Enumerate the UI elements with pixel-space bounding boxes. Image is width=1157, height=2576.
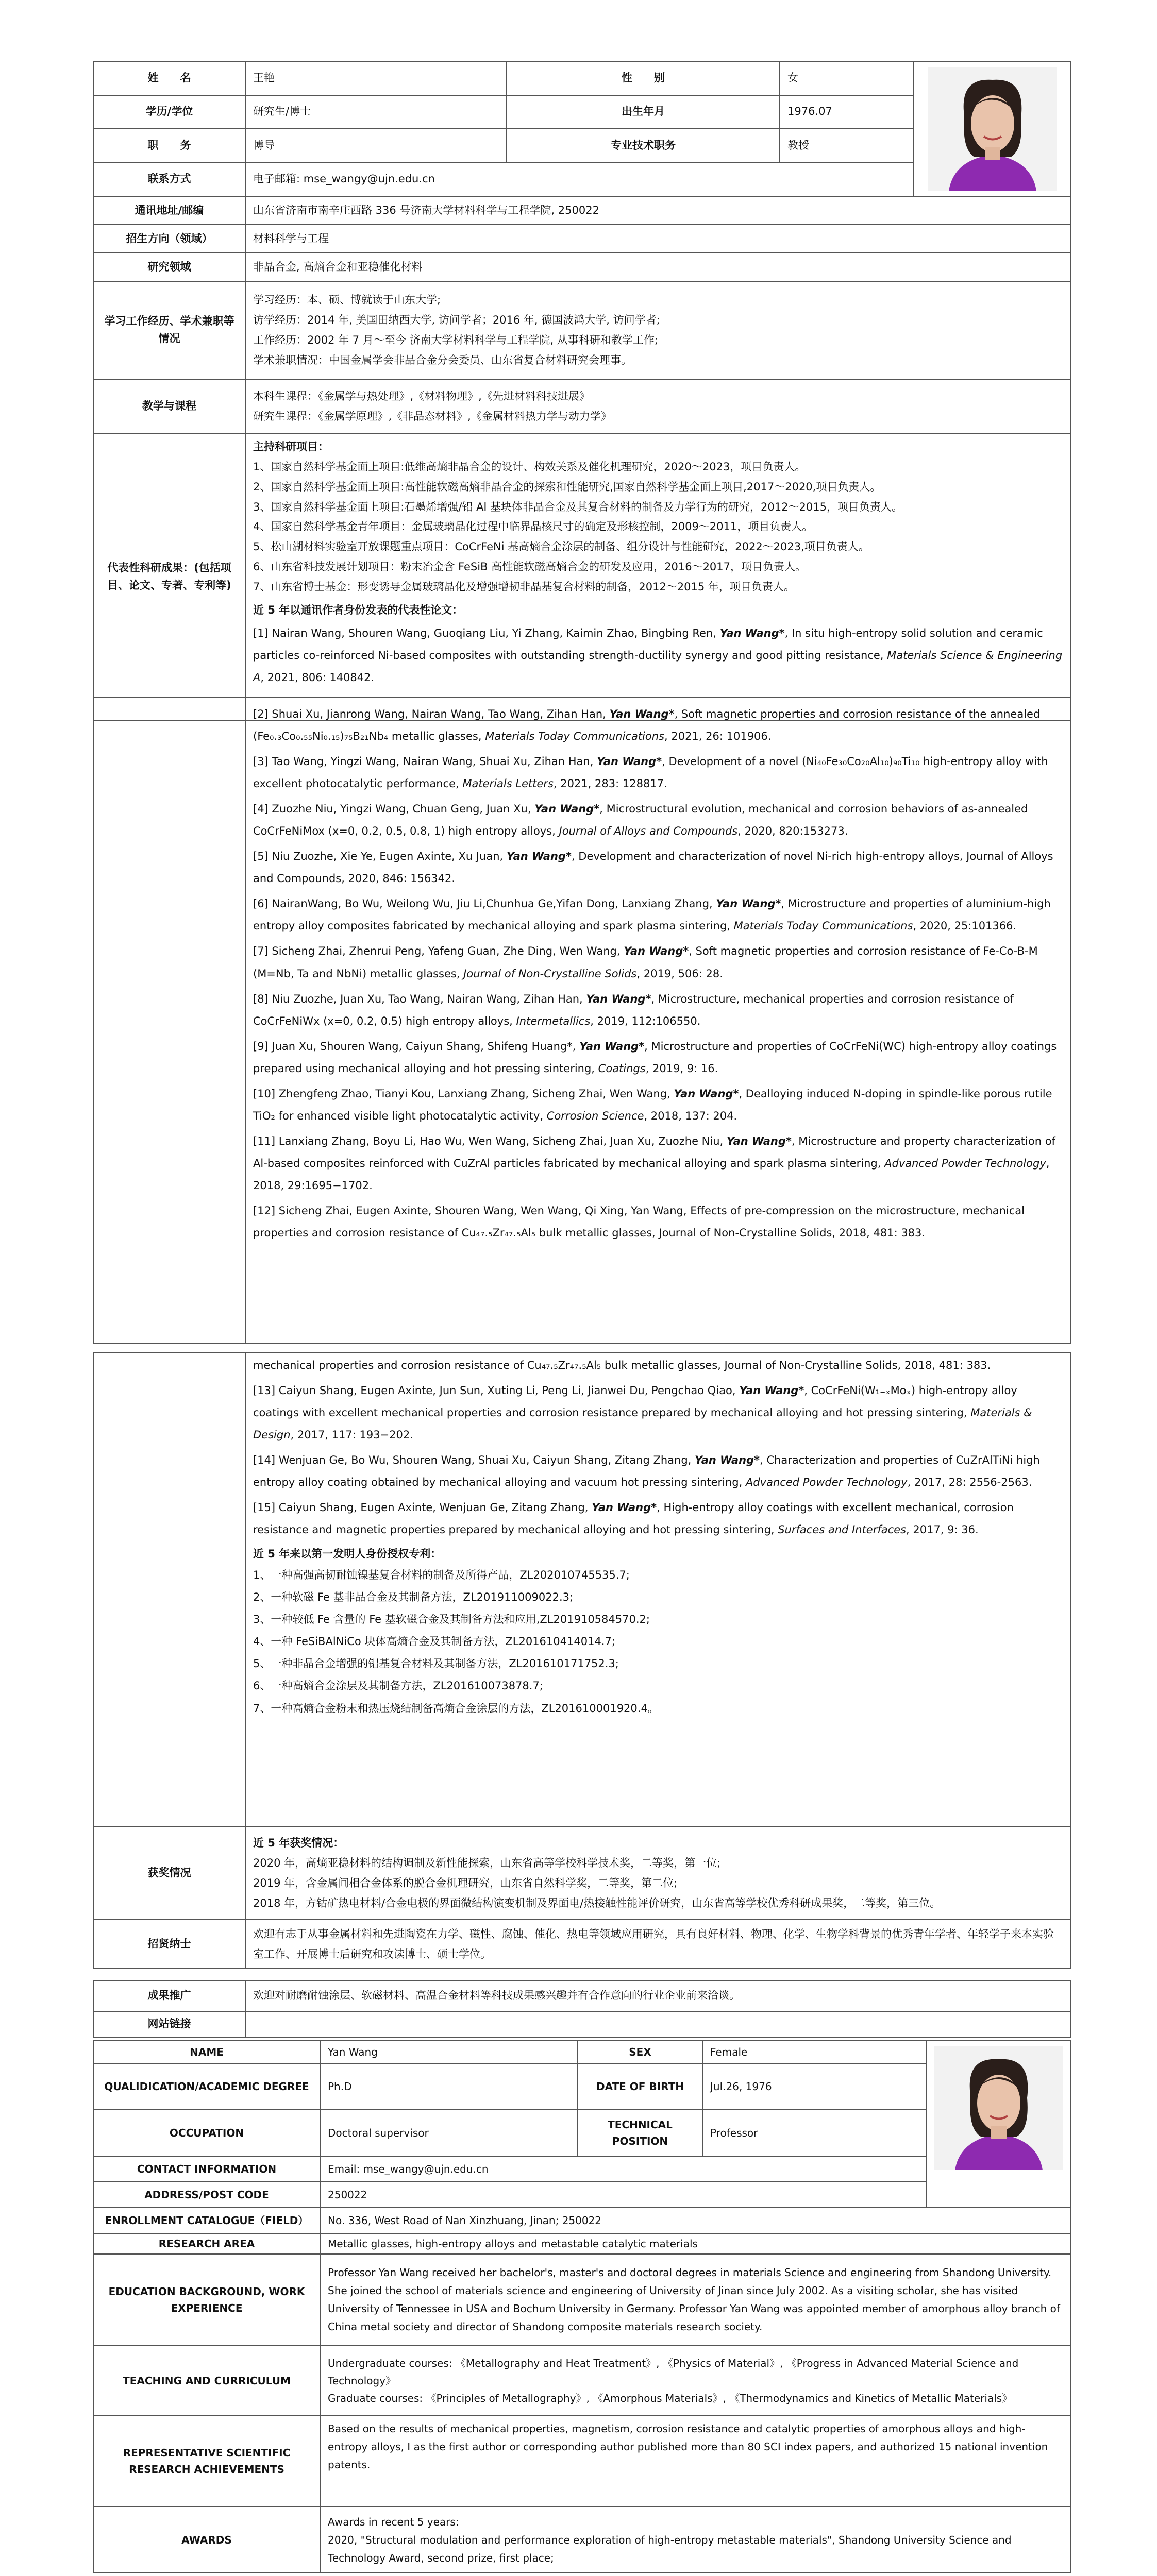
paper-journal: Materials Today Communications	[485, 730, 664, 743]
paper-title: , Microstructure and properties of CoCrFeNi(WC) high-entropy alloy coatings prepared using mechanical alloying and hot pressing sintering,	[253, 1040, 1057, 1075]
title-label: 专业技术职务	[507, 129, 780, 163]
teaching-item: 研究生课程：《金属学原理》,《非晶态材料》,《金属材料热力学与动力学》	[253, 410, 612, 422]
paper-citation: , 2021, 806: 140842.	[260, 671, 375, 684]
en-profile-table-1	[93, 2040, 1070, 2573]
paper-title: , Microstructural evolution, mechanical and corrosion behaviors of as-annealed CoCrFeNiMox (x=0, 0.2, 0.5, 0.8, 1) high entropy alloys,	[253, 803, 1028, 838]
en-achievements-value: Based on the results of mechanical properties, magnetism, corrosion resistance and catalytic properties of amorphous alloys and high-entropy alloys, I as the first author or corresponding author published more than 80 SCI index papers, and authorized 15 national invention patents.	[320, 2415, 1071, 2507]
en-address-label: ADDRESS/POST CODE	[93, 2182, 320, 2208]
contact-value[interactable]: 电子邮箱: mse_wangy@ujn.edu.cn	[245, 163, 914, 197]
gender-value: 女	[780, 61, 914, 95]
paper-title: , Microstructure and properties of aluminium-high entropy alloy composites fabricated by mechanical alloying and spark plasma sintering,	[253, 897, 1051, 933]
paper-authors: [15] Caiyun Shang, Eugen Axinte, Wenjuan Ge, Zitang Zhang,	[253, 1501, 592, 1514]
paper-authors: [8] Niu Zuozhe, Juan Xu, Tao Wang, Nairan Wang, Zihan Han,	[253, 992, 586, 1005]
paper-corresponding-author: Yan Wang*	[597, 755, 662, 768]
paper-corresponding-author: Yan Wang*	[739, 1384, 804, 1397]
cn-profile-table-1	[93, 61, 1070, 721]
cn-profile-table-3	[93, 1352, 1070, 1969]
en-contact-value[interactable]: Email: mse_wangy@ujn.edu.cn	[320, 2156, 927, 2182]
experience-item: 访学经历：2014 年, 美国田纳西大学, 访问学者；2016 年, 德国波鸿大学, 访问学者;	[253, 314, 660, 327]
teaching-item: 本科生课程：《金属学与热处理》,《材料物理》,《先进材料科技进展》	[253, 389, 590, 402]
paper-journal: Materials & Design	[253, 1406, 1032, 1442]
patent-item: 1、一种高强高韧耐蚀镍基复合材料的制备及所得产品，ZL202010745535.7;	[253, 1569, 630, 1582]
gender-label: 性 别	[507, 61, 780, 95]
en-award-item: Awards in recent 5 years:	[328, 2515, 459, 2528]
cn-profile-table-2	[93, 697, 1070, 1344]
paper-authors: [10] Zhengfeng Zhao, Tianyi Kou, Lanxiang Zhang, Sicheng Zhai, Wen Wang,	[253, 1087, 674, 1100]
paper-citation: , 2019, 506: 28.	[636, 967, 723, 980]
paper-item	[253, 1036, 1063, 1080]
en-achievements-label: REPRESENTATIVE SCIENTIFIC RESEARCH ACHIEVEMENTS	[93, 2415, 320, 2507]
portrait-image	[928, 67, 1057, 191]
paper-journal: Surfaces and Interfaces	[778, 1523, 907, 1536]
paper-corresponding-author: Yan Wang*	[592, 1501, 657, 1514]
en-award-item: 2020, "Structural modulation and performance exploration of high-entropy metastable materials", Shandong University Science and Technology Award, second prize, first place;	[328, 2533, 1012, 2564]
en-degree-value: Ph.D	[320, 2063, 578, 2110]
en-enroll-label: ENROLLMENT CATALOGUE（FIELD）	[93, 2208, 320, 2233]
paper-title: , High-entropy alloy coatings with excellent mechanical, corrosion resistance and magnetic properties prepared by mechanical alloying and hot pressing sintering,	[253, 1501, 1014, 1536]
paper-journal: Journal of Non-Crystalline Solids	[463, 967, 637, 980]
en-name-label: NAME	[93, 2041, 320, 2063]
award-item: 2020 年，高熵亚稳材料的结构调制及新性能探索，山东省高等学校科学技术奖，二等奖，第一位;	[253, 1857, 721, 1870]
paper-journal: Intermetallics	[516, 1014, 591, 1027]
paper-title: , In situ high-entropy solid solution and ceramic particles co-reinforced Ni-based composites with outstanding strength-ductility synergy and good pitting resistance,	[253, 626, 1043, 662]
en-research-label: RESEARCH AREA	[93, 2233, 320, 2254]
paper-citation: , 2020, 820:153273.	[737, 825, 848, 838]
project-item: 1、国家自然科学基金面上项目:低维高熵非晶合金的设计、构效关系及催化机理研究，2020～2023，项目负责人。	[253, 460, 806, 473]
paper-corresponding-author: Yan Wang*	[506, 850, 572, 863]
paper-journal: Journal of Alloys and Compounds	[559, 825, 738, 838]
paper-corresponding-author: Yan Wang*	[534, 803, 600, 816]
research-value: 非晶合金, 高熵合金和亚稳催化材料	[245, 253, 1071, 281]
patent-item: 7、一种高熵合金粉末和热压烧结制备高熵合金涂层的方法，ZL201610001920.4。	[253, 1702, 659, 1715]
papers-patents-cell	[245, 1353, 1071, 1827]
award-item: 2019 年，含金属间相合金体系的脱合金机理研究，山东省自然科学奖，二等奖，第二位;	[253, 1877, 678, 1889]
en-teaching-list	[320, 2346, 1071, 2415]
achievements-cell	[245, 433, 1071, 721]
links-label: 网站链接	[93, 2011, 245, 2037]
en-occupation-label: OCCUPATION	[93, 2110, 320, 2156]
achievements-label-cont	[93, 698, 245, 1343]
en-sex-value: Female	[702, 2041, 927, 2063]
paper-citation: , 2021, 26: 101906.	[664, 730, 772, 743]
paper-item	[253, 1497, 1063, 1541]
paper-authors: [11] Lanxiang Zhang, Boyu Li, Hao Wu, Wen Wang, Sicheng Zhai, Juan Xu, Zuozhe Niu,	[253, 1134, 727, 1147]
en-teaching-item: Undergraduate courses: 《Metallography and Heat Treatment》, 《Physics of Material》, 《Progress in Advanced Material Science and Technology》	[328, 2357, 1019, 2387]
patent-item: 3、一种较低 Fe 含量的 Fe 基软磁合金及其制备方法和应用,ZL201910584570.2;	[253, 1613, 650, 1626]
paper-corresponding-author: Yan Wang*	[586, 992, 651, 1005]
project-item: 3、国家自然科学基金面上项目:石墨烯增强/铝 Al 基块体非晶合金及其复合材料的制备及力学行为的研究，2012～2015，项目负责人。	[253, 500, 902, 513]
contact-label: 联系方式	[93, 163, 245, 197]
paper-citation: , 2018, 29:1695−1702.	[253, 1157, 1050, 1192]
position-value: 博导	[245, 129, 507, 163]
paper-item	[253, 940, 1063, 985]
birth-label: 出生年月	[507, 95, 780, 129]
en-occupation-value: Doctoral supervisor	[320, 2110, 578, 2156]
experience-item: 学术兼职情况：中国金属学会非晶合金分会委员、山东省复合材料研究会理事。	[253, 353, 632, 366]
en-address-value: 250022	[320, 2182, 927, 2208]
paper-journal: Corrosion Science	[546, 1109, 644, 1122]
project-item: 5、松山湖材料实验室开放课题重点项目：CoCrFeNi 基高熵合金涂层的制备、组分设计与性能研究，2022～2023,项目负责人。	[253, 540, 869, 553]
paper-item	[253, 1083, 1063, 1127]
paper-title: , Dealloying induced N-doping in spindle-like porous rutile TiO₂ for enhanced visible light photocatalytic activity,	[253, 1087, 1052, 1122]
experience-item: 学习经历：本、硕、博就读于山东大学;	[253, 294, 441, 307]
paper-citation: , 2021, 283: 128817.	[553, 777, 667, 790]
awards-list	[245, 1827, 1071, 1920]
paper-citation: , 2019, 112:106550.	[590, 1014, 701, 1027]
paper-authors: [12] Sicheng Zhai, Eugen Axinte, Shouren Wang, Wen Wang, Qi Xing, Yan Wang, Effects of pre-compression on the microstructure, mechanical properties and corrosion resistance of Cu₄₇.₅Zr₄₇.₅Al₅ bulk metallic glasses, Journal of Non-Crystalline Solids, 2018, 481: 383.	[253, 1204, 1025, 1240]
name-label: 姓 名	[93, 61, 245, 95]
paper-title: , Soft magnetic properties and corrosion resistance of the annealed (Fe₀.₃Co₀.₅₅Ni₀.₁₅)₇₅B₂₁Nb₄ metallic glasses,	[253, 708, 1041, 743]
projects-title: 主持科研项目：	[253, 440, 329, 453]
paper-item	[253, 988, 1063, 1032]
teaching-label: 教学与课程	[93, 379, 245, 433]
paper-corresponding-author: Yan Wang*	[719, 626, 785, 639]
paper-item	[253, 1380, 1063, 1446]
achievements-label-cont	[93, 1353, 245, 1827]
patent-item: 4、一种 FeSiBAlNiCo 块体高熵合金及其制备方法，ZL201610414014.7;	[253, 1635, 615, 1648]
paper-citation: , 2020, 25:101366.	[913, 920, 1017, 933]
experience-list	[245, 281, 1071, 379]
project-item: 6、山东省科技发展计划项目：粉末冶金含 FeSiB 高性能软磁高熵合金的研发及应用，2016～2017，项目负责人。	[253, 561, 807, 573]
paper-journal: Advanced Powder Technology	[884, 1157, 1046, 1170]
paper-item	[253, 751, 1063, 795]
en-teaching-item: Graduate courses: 《Principles of Metallography》, 《Amorphous Materials》, 《Thermodynamics and Kinetics of Metallic Materials》	[328, 2392, 1013, 2404]
paper-journal: Materials Science & Engineering A	[253, 649, 1063, 684]
patent-item: 6、一种高熵合金涂层及其制备方法，ZL201610073878.7;	[253, 1680, 543, 1692]
paper-journal: Coatings	[598, 1062, 646, 1075]
experience-label: 学习工作经历、学术兼职等情况	[93, 281, 245, 379]
paper-corresponding-author: Yan Wang*	[609, 708, 675, 720]
paper-corresponding-author: Yan Wang*	[624, 945, 689, 958]
paper-authors: [1] Nairan Wang, Shouren Wang, Guoqiang Liu, Yi Zhang, Kaimin Zhao, Bingbing Ren,	[253, 626, 720, 639]
paper-title: , Soft magnetic properties and corrosion resistance of Fe-Co-B-M (M=Nb, Ta and NbNi) metallic glasses,	[253, 945, 1038, 980]
address-value: 山东省济南市南辛庄西路 336 号济南大学材料科学与工程学院, 250022	[245, 196, 1071, 225]
awards-label: 获奖情况	[93, 1827, 245, 1920]
name-value: 王艳	[245, 61, 507, 95]
title-value: 教授	[780, 129, 914, 163]
en-education-value: Professor Yan Wang received her bachelor's, master's and doctoral degrees in materials Science and engineering from Shandong University. She joined the school of materials science and engineering of University of Jinan since July 2002. As a visiting scholar, she has visited University of Tennessee in USA and Bochum University in Germany. Professor Yan Wang was appointed member of amorphous alloy branch of China metal society and director of Shandong composite materials research society.	[320, 2254, 1071, 2346]
en-technical-value: Professor	[702, 2110, 927, 2156]
paper-item	[253, 845, 1063, 890]
recruit-label: 招贤纳士	[93, 1920, 245, 1969]
paper-item-continued: mechanical properties and corrosion resistance of Cu₄₇.₅Zr₄₇.₅Al₅ bulk metallic glasses, Journal of Non-Crystalline Solids, 2018, 481: 383.	[253, 1359, 991, 1371]
paper-authors: [6] NairanWang, Bo Wu, Weilong Wu, Jiu Li,Chunhua Ge,Yifan Dong, Lanxiang Zhang,	[253, 897, 716, 910]
paper-authors: [14] Wenjuan Ge, Bo Wu, Shouren Wang, Shuai Xu, Caiyun Shang, Zitang Zhang,	[253, 1454, 695, 1467]
position-label: 职 务	[93, 129, 245, 163]
en-contact-label: CONTACT INFORMATION	[93, 2156, 320, 2182]
en-birth-label: DATE OF BIRTH	[578, 2063, 702, 2110]
project-item: 7、山东省博士基金：形变诱导金属玻璃晶化及增强增韧非晶基复合材料的制备，2012～2015 年，项目负责人。	[253, 580, 795, 593]
en-enroll-value: No. 336, West Road of Nan Xinzhuang, Jinan; 250022	[320, 2208, 1071, 2233]
paper-journal: Advanced Powder Technology	[745, 1476, 908, 1489]
paper-citation: , 2017, 28: 2556-2563.	[907, 1476, 1032, 1489]
paper-authors: [2] Shuai Xu, Jianrong Wang, Nairan Wang, Tao Wang, Zihan Han,	[253, 708, 610, 720]
paper-authors: [7] Sicheng Zhai, Zhenrui Peng, Yafeng Guan, Zhe Ding, Wen Wang,	[253, 945, 624, 958]
promotion-label: 成果推广	[93, 1980, 245, 2011]
paper-item	[253, 703, 1063, 748]
cn-profile-table-4	[93, 1980, 1070, 2038]
paper-authors: [4] Zuozhe Niu, Yingzi Wang, Chuan Geng, Juan Xu,	[253, 803, 535, 816]
research-label: 研究领域	[93, 253, 245, 281]
degree-label: 学历/学位	[93, 95, 245, 129]
teaching-list	[245, 379, 1071, 433]
patent-item: 2、一种软磁 Fe 基非晶合金及其制备方法，ZL201911009022.3;	[253, 1591, 574, 1604]
paper-title: , CoCrFeNi(W₁₋ₓMoₓ) high-entropy alloy coatings with excellent mechanical properties and corrosion resistance prepared by mechanical alloying and hot pressing sintering,	[253, 1384, 1017, 1419]
promotion-value: 欢迎对耐磨耐蚀涂层、软磁材料、高温合金材料等科技成果感兴趣并有合作意向的行业企业前来洽谈。	[245, 1980, 1071, 2011]
project-item: 2、国家自然科学基金面上项目:高性能软磁高熵非晶合金的探索和性能研究,国家自然科学基金面上项目,2017～2020,项目负责人。	[253, 480, 881, 493]
paper-authors: [9] Juan Xu, Shouren Wang, Caiyun Shang, Shifeng Huang*,	[253, 1040, 580, 1053]
paper-item	[253, 1200, 1063, 1240]
birth-value: 1976.07	[780, 95, 914, 129]
degree-value: 研究生/博士	[245, 95, 507, 129]
paper-journal: Materials Today Communications	[733, 920, 913, 933]
paper-title: , Microstructure and property characterization of Al-based composites reinforced with CuZrAl particles fabricated by mechanical alloying and spark plasma sintering,	[253, 1134, 1055, 1170]
paper-item	[253, 1449, 1063, 1494]
paper-item	[253, 798, 1063, 842]
en-awards-list	[320, 2507, 1071, 2573]
en-profile-photo	[927, 2041, 1071, 2208]
paper-citation: , 2017, 9: 36.	[906, 1523, 979, 1536]
experience-item: 工作经历：2002 年 7 月～至今 济南大学材料科学与工程学院, 从事科研和教学工作;	[253, 334, 658, 346]
en-awards-label: AWARDS	[93, 2507, 320, 2573]
paper-authors: [13] Caiyun Shang, Eugen Axinte, Jun Sun, Xuting Li, Peng Li, Jianwei Du, Pengchao Qiao,	[253, 1384, 740, 1397]
paper-corresponding-author: Yan Wang*	[579, 1040, 645, 1053]
paper-corresponding-author: Yan Wang*	[695, 1454, 760, 1467]
en-technical-label: TECHNICAL POSITION	[578, 2110, 702, 2156]
profile-photo	[914, 61, 1071, 196]
paper-item	[253, 893, 1063, 937]
recruit-value: 欢迎有志于从事金属材料和先进陶瓷在力学、磁性、腐蚀、催化、热电等领域应用研究，具有良好材料、物理、化学、生物学科背景的优秀青年学者、年轻学子来本实验室工作、开展博士后研究和攻读博士、硕士学位。	[245, 1920, 1071, 1969]
paper-journal: Materials Letters	[462, 777, 554, 790]
paper-authors: [3] Tao Wang, Yingzi Wang, Nairan Wang, Shuai Xu, Zihan Han,	[253, 755, 597, 768]
paper-citation: , 2018, 137: 204.	[644, 1109, 737, 1122]
en-name-value: Yan Wang	[320, 2041, 578, 2063]
en-degree-label: QUALIDICATION/ACADEMIC DEGREE	[93, 2063, 320, 2110]
major-value: 材料科学与工程	[245, 225, 1071, 253]
award-item: 2018 年，方钴矿热电材料/合金电极的界面微结构演变机制及界面电/热接触性能评价研究，山东省高等学校优秀科研成果奖，二等奖，第三位。	[253, 1896, 941, 1909]
patent-item: 5、一种非晶合金增强的铝基复合材料及其制备方法，ZL201610171752.3;	[253, 1657, 619, 1670]
links-value[interactable]	[245, 2011, 1071, 2037]
paper-corresponding-author: Yan Wang*	[716, 897, 781, 910]
paper-citation: , 2019, 9: 16.	[645, 1062, 718, 1075]
en-sex-label: SEX	[578, 2041, 702, 2063]
paper-title: , Development and characterization of novel Ni-rich high-entropy alloys, Journal of Alloys and Compounds, 2020, 846: 156342.	[253, 850, 1053, 885]
paper-title: , Characterization and properties of CuZrAlTiNi high entropy alloy coating obtained by mechanical alloying and vacuum hot pressing sintering,	[253, 1454, 1040, 1489]
paper-item	[253, 1130, 1063, 1197]
paper-title: , Microstructure, mechanical properties and corrosion resistance of CoCrFeNiWx (x=0, 0.2, 0.5) high entropy alloys,	[253, 992, 1014, 1027]
en-teaching-label: TEACHING AND CURRICULUM	[93, 2346, 320, 2415]
major-label: 招生方向（领域）	[93, 225, 245, 253]
patents-title: 近 5 年来以第一发明人身份授权专利：	[253, 1548, 442, 1561]
achievements-label: 代表性科研成果：(包括项目、论文、专著、专利等)	[93, 433, 245, 721]
paper-citation: , 2017, 117: 193−202.	[290, 1429, 413, 1442]
paper-corresponding-author: Yan Wang*	[674, 1087, 739, 1100]
address-label: 通讯地址/邮编	[93, 196, 245, 225]
en-education-label: EDUCATION BACKGROUND, WORK EXPERIENCE	[93, 2254, 320, 2346]
paper-corresponding-author: Yan Wang*	[726, 1134, 792, 1147]
awards-title: 近 5 年获奖情况：	[253, 1837, 344, 1850]
papers-title: 近 5 年以通讯作者身份发表的代表性论文：	[253, 603, 463, 616]
en-research-value: Metallic glasses, high-entropy alloys and metastable catalytic materials	[320, 2233, 1071, 2254]
paper-title: , Development of a novel (Ni₄₀Fe₃₀Co₂₀Al₁₀)₉₀Ti₁₀ high-entropy alloy with excellent photocatalytic performance,	[253, 755, 1048, 790]
paper-authors: [5] Niu Zuozhe, Xie Ye, Eugen Axinte, Xu Juan,	[253, 850, 507, 863]
project-item: 4、国家自然科学基金青年项目：金属玻璃晶化过程中临界晶核尺寸的确定及形核控制，2009～2011，项目负责人。	[253, 520, 813, 533]
portrait-image	[934, 2046, 1063, 2170]
paper-item	[253, 622, 1063, 689]
papers-list	[245, 698, 1071, 1343]
en-birth-value: Jul.26, 1976	[702, 2063, 927, 2110]
